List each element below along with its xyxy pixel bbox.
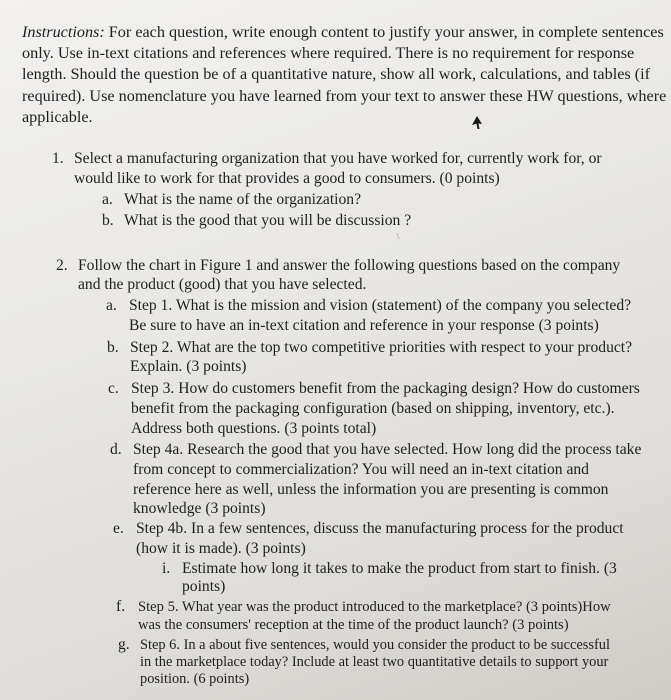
item-b-line-2: Explain. (3 points) [130,358,247,375]
question-1 [52,149,652,239]
item-e-label: e. [113,520,124,537]
item-b-line-1: Step 2. What are the top two competitive priorities with respect to your product? [130,339,633,356]
item-g-line-3: position. (6 points) [140,671,250,687]
item-f-line-2: was the consumers' reception at the time of the product launch? (3 points) [138,617,569,633]
question-2 [56,256,668,696]
item-i-label: i. [162,560,171,577]
item-e-line-1: Step 4b. In a few sentences, discuss the manufacturing process for the product [136,520,624,537]
item-d-label: d. [110,441,122,458]
item-a-line-2: Be sure to have an in-text citation and reference in your response (3 points) [129,317,599,334]
question-1-line-1: Select a manufacturing organization that you have worked for, currently work for, or [74,150,602,167]
question-1b-text: What is the good that you will be discussion ? [124,212,412,229]
item-c-line-1: Step 3. How do customers benefit from the packaging design? How do customers [131,380,640,397]
item-a-label: a. [106,297,117,314]
item-d-line-2: from concept to commercialization? You will need an in-text citation and [133,461,589,478]
pencil-mark-icon [396,232,400,240]
question-2-line-2: and the product (good) that you have selected. [78,276,367,293]
item-c-label: c. [108,380,119,397]
item-c-line-3: Address both questions. (3 points total) [131,420,377,437]
question-1b-label: b. [102,212,114,229]
item-f-line-1: Step 5. What year was the product introduced to the marketplace? (3 points)How [138,599,611,615]
question-1-line-2: would like to work for that provides a good to consumers. (0 points) [74,170,500,187]
item-d-line-4: knowledge (3 points) [133,500,266,517]
item-f-label: f. [116,598,126,615]
item-c-line-2: benefit from the packaging configuration (based on shipping, inventory, etc.). [131,400,615,417]
instructions-paragraph [22,22,670,128]
question-1a-label: a. [102,191,113,208]
question-1-number: 1. [52,150,64,167]
question-1a-text: What is the name of the organization? [124,191,361,208]
question-2-line-1: Follow the chart in Figure 1 and answer the following questions based on the company [78,257,621,274]
item-d-line-1: Step 4a. Research the good that you have selected. How long did the process take [133,441,642,458]
item-i-line-2: points) [182,578,226,595]
item-b-label: b. [107,339,119,356]
instructions-lead: Instructions: [22,23,105,41]
item-i-line-1: Estimate how long it takes to make the product from start to finish. (3 [182,560,617,577]
item-g-label: g. [118,636,130,653]
question-2-number: 2. [56,257,68,274]
instructions-text: For each question, write enough content to justify your answer, in complete sentences only. Use in-text citations and references where required. There is no requirement for response length. Should the question be of a quantitative nature, show all work, calculations, and tables (if required). Use nomenclature you have learned from your text to answer these HW questions, where applicable. [22,23,667,126]
item-e-line-2: (how it is made). (3 points) [136,540,306,557]
item-d-line-3: reference here as well, unless the information you are presenting is common [133,481,609,498]
item-a-line-1: Step 1. What is the mission and vision (statement) of the company you selected? [129,297,632,314]
item-g-line-1: Step 6. In a about five sentences, would you consider the product to be successful [140,637,610,653]
mouse-pointer-icon [470,115,484,131]
item-g-line-2: in the marketplace today? Include at least two quantitative details to support your [140,654,609,670]
